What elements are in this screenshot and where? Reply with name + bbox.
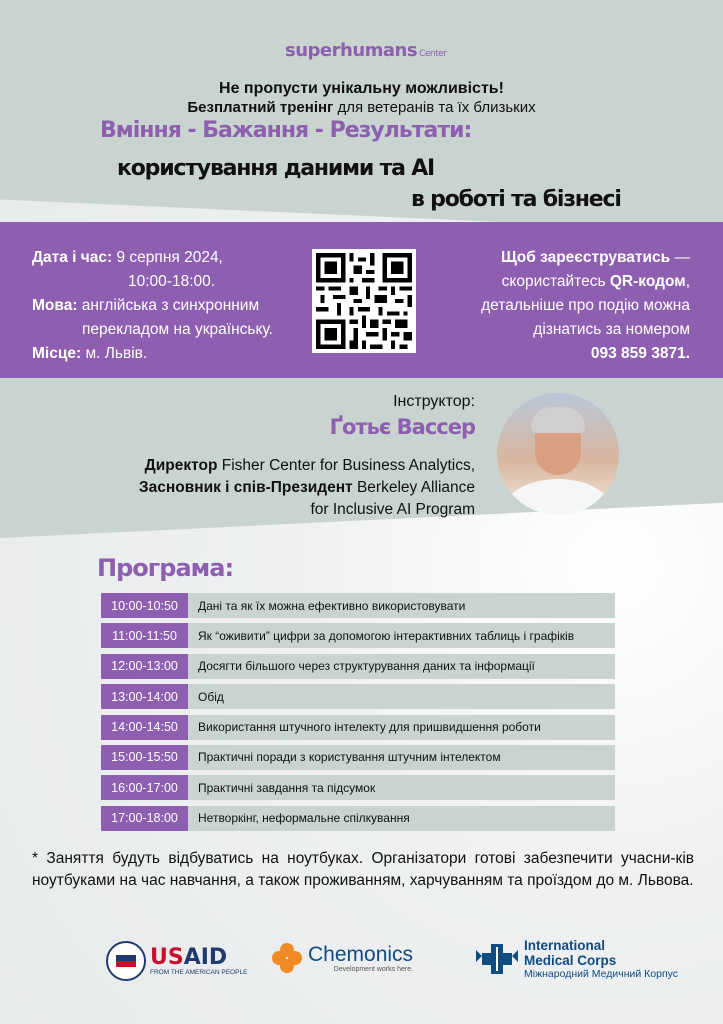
instructor-label: Інструктор: [393,393,475,410]
event-title-line3: в роботі та бізнесі [411,187,621,212]
usaid-seal-icon [106,941,146,981]
place-label: Місце: [32,345,82,362]
usaid-us: US [150,944,184,970]
imc-cross-icon [472,942,522,976]
schedule-time: 10:00-10:50 [101,593,188,618]
role2-org: Berkeley Alliance [352,479,475,496]
imc-line2: Medical Corps [524,953,617,968]
schedule-time: 14:00-14:50 [101,715,188,740]
role2-org-cont: for Inclusive AI Program [310,501,475,518]
instructor-description [45,455,475,521]
register-bold: Щоб зареєструватись [500,249,671,266]
register-line3: детальніше про подію можна [481,297,690,314]
imc-line1: International [524,938,606,953]
schedule-activity: Використання штучного інтелекту для пришвидшення роботи [198,720,541,735]
schedule-time: 13:00-14:00 [101,684,188,709]
time-value: 10:00-18:00. [128,273,216,290]
event-title-line2: користування даними та AI [117,156,435,181]
headline: Не пропусти унікальну можливість! [219,80,504,97]
sponsor-logos [0,935,723,995]
footnote: * Заняття будуть відбуватись на ноутбуках. Організатори готові забезпечити учасни-ків ноутбуками на час навчання, а також проживанням, харчуванням та проїздом до м. Львова. [32,850,694,889]
register-line4: дізнатись за номером [533,321,690,338]
qr-code-label: QR-кодом [609,273,686,290]
language-value-2: перекладом на українську. [82,321,273,338]
usaid-aid: AID [183,944,228,970]
schedule-time: 17:00-18:00 [101,806,188,831]
schedule-row [101,806,615,831]
language-value: англійська з синхронним [77,297,260,314]
place-value: м. Львів. [81,345,148,362]
schedule-row [101,684,615,709]
schedule-activity: Досягти більшого через структурування даних та інформації [198,659,535,674]
registration-info [430,246,690,366]
schedule-activity: Як “оживити” цифри за допомогою інтерактивних таблиць і графіків [198,628,575,643]
register-comma: , [685,273,690,290]
chemonics-name: Chemonics [308,942,414,966]
register-line2: скористайтесь [501,273,610,290]
schedule-row [101,745,615,770]
chemonics-tagline: Development works here. [333,965,414,973]
chemonics-mark-icon [272,943,302,973]
language-label: Мова: [32,297,78,314]
schedule-time: 16:00-17:00 [101,775,188,800]
schedule-time: 12:00-13:00 [101,654,188,679]
chemonics-logo [272,943,413,973]
usaid-tagline: FROM THE AMERICAN PEOPLE [150,968,248,976]
schedule-time: 15:00-15:50 [101,745,188,770]
schedule-activity: Дані та як їх можна ефективно використовувати [198,598,466,613]
role1-title: Директор [144,457,218,474]
schedule-activity: Практичні поради з користування штучним інтелектом [198,750,501,765]
registration-qr-code[interactable] [312,249,416,353]
role1-org: Fisher Center for Business Analytics, [217,457,475,474]
schedule-activity: Практичні завдання та підсумок [198,780,376,795]
schedule-row [101,623,615,648]
program-title: Програма: [97,554,234,582]
program-schedule [101,593,615,836]
schedule-activity: Обід [198,689,224,704]
imc-line3: Міжнародний Медичний Корпус [524,968,679,980]
subheadline: Безплатний тренінг для ветеранів та їх близьких [187,99,536,116]
superhumans-logo: superhumans Center [285,40,447,61]
register-dash: — [670,249,690,266]
event-details [32,246,273,366]
schedule-row [101,715,615,740]
schedule-row [101,593,615,618]
role2-title: Засновник і спів-Президент [138,479,353,496]
date-label: Дата і час: [32,249,113,266]
schedule-row [101,654,615,679]
usaid-logo [106,941,247,981]
schedule-activity: Нетворкінг, неформальне спілкування [198,811,410,826]
imc-logo [472,938,678,980]
event-title-line1: Вміння - Бажання - Результати: [100,118,472,143]
date-value: 9 серпня 2024, [112,249,223,266]
phone-number[interactable]: 093 859 3871. [590,345,690,362]
instructor-name: Ґотьє Вассер [329,415,475,439]
schedule-time: 11:00-11:50 [101,623,188,648]
schedule-row [101,775,615,800]
instructor-photo [497,393,619,515]
